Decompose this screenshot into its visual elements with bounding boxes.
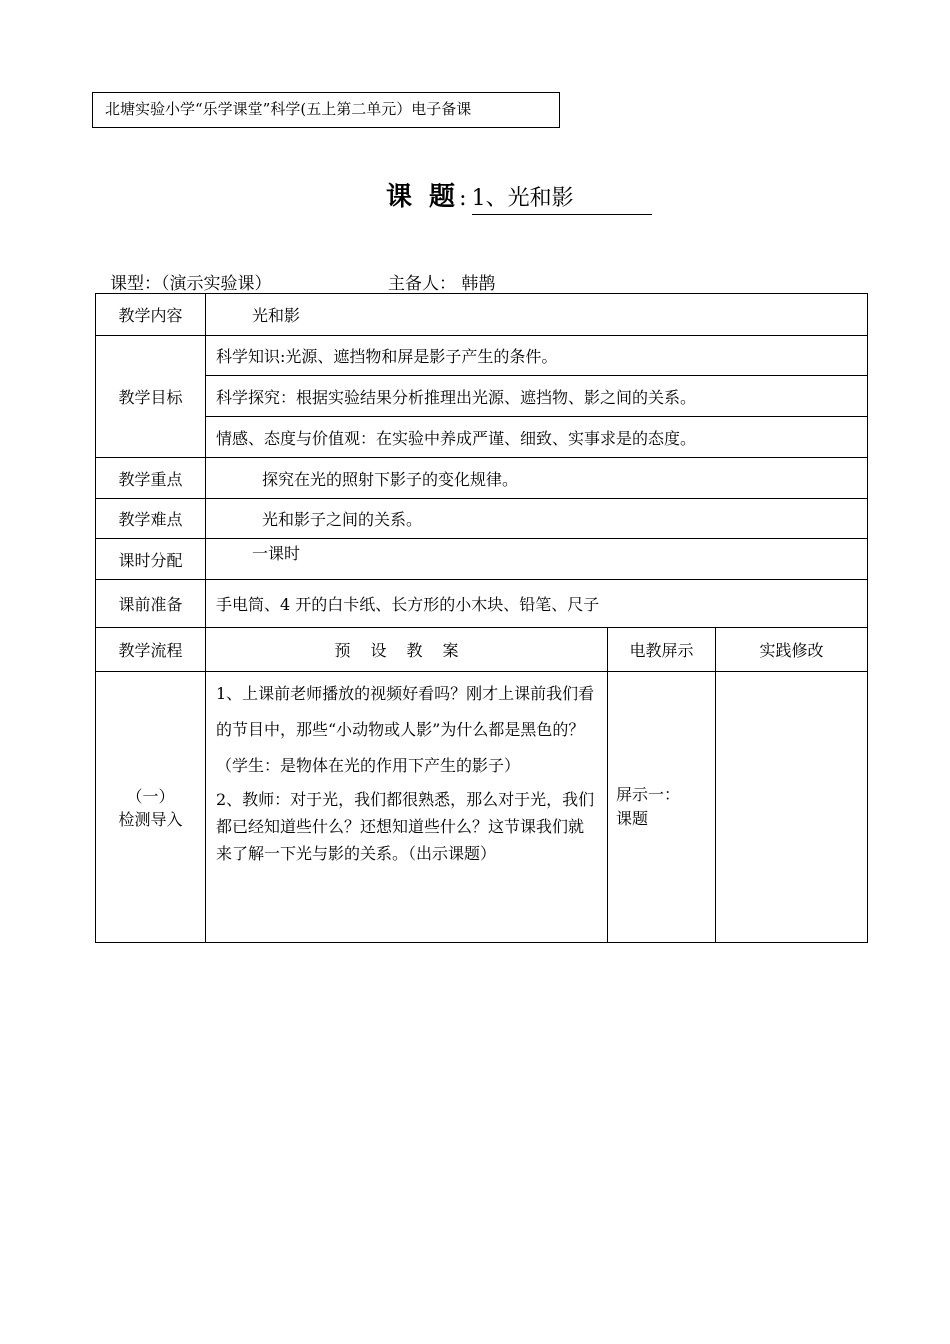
difficulty-label: 教学难点 bbox=[96, 499, 206, 539]
plan-question-1: 1、上课前老师播放的视频好看吗？刚才上课前我们看的节目中，那些“小动物或人影”为什么都是黑色的？（学生：是物体在光的作用下产生的影子） bbox=[216, 684, 595, 775]
title-colon: : bbox=[459, 186, 467, 211]
flow-step-plan bbox=[206, 672, 608, 943]
title-label: 课 题 bbox=[386, 182, 460, 212]
lesson-type: 课型：（演示实验课） bbox=[110, 274, 272, 294]
lesson-plan-table bbox=[95, 293, 868, 943]
flow-step-screen bbox=[608, 672, 716, 943]
content-label: 教学内容 bbox=[96, 294, 206, 336]
screen-line-2: 课题 bbox=[616, 809, 649, 828]
plan-question-2: 2、教师：对于光，我们都很熟悉，那么对于光，我们都已经知道些什么？还想知道些什么？这节课我们就来了解一下光与影的关系。（出示课题） bbox=[216, 790, 595, 863]
prep-value: 手电筒、4 开的白卡纸、长方形的小木块、铅笔、尺子 bbox=[206, 580, 868, 628]
flow-step-label bbox=[96, 672, 206, 943]
row-goals bbox=[96, 336, 868, 376]
row-content bbox=[96, 294, 868, 336]
flow-header-revision: 实践修改 bbox=[716, 628, 868, 672]
screen-line-1: 屏示一： bbox=[616, 785, 681, 804]
document-header: 北塘实验小学“乐学课堂”科学(五上第二单元）电子备课 bbox=[92, 92, 560, 128]
title-text: 1、光和影 bbox=[472, 181, 652, 215]
flow-step-title: 检测导入 bbox=[118, 810, 183, 829]
flow-step-number: （一） bbox=[126, 787, 175, 806]
flow-header-screen: 电教屏示 bbox=[608, 628, 716, 672]
preparer: 主备人： 韩鹊 bbox=[388, 274, 496, 294]
flow-header-process: 教学流程 bbox=[96, 628, 206, 672]
difficulty-value: 光和影子之间的关系。 bbox=[206, 499, 868, 539]
goals-label: 教学目标 bbox=[96, 336, 206, 458]
prep-label: 课前准备 bbox=[96, 580, 206, 628]
lesson-meta bbox=[110, 269, 496, 294]
time-value: 一课时 bbox=[206, 539, 868, 580]
key-point-label: 教学重点 bbox=[96, 458, 206, 499]
row-time bbox=[96, 539, 868, 580]
row-prep bbox=[96, 580, 868, 628]
flow-header-plan: 预设教案 bbox=[206, 628, 608, 672]
lesson-title bbox=[386, 176, 652, 210]
row-difficulty bbox=[96, 499, 868, 539]
goal-item: 情感、态度与价值观：在实验中养成严谨、细致、实事求是的态度。 bbox=[206, 417, 868, 458]
goal-item: 科学探究：根据实验结果分析推理出光源、遮挡物、影之间的关系。 bbox=[206, 376, 868, 417]
flow-step-row bbox=[96, 672, 868, 943]
goal-item: 科学知识:光源、遮挡物和屏是影子产生的条件。 bbox=[206, 336, 868, 376]
time-label: 课时分配 bbox=[96, 539, 206, 580]
key-point-value: 探究在光的照射下影子的变化规律。 bbox=[206, 458, 868, 499]
flow-step-revision bbox=[716, 672, 868, 943]
row-key-point bbox=[96, 458, 868, 499]
flow-header-row bbox=[96, 628, 868, 672]
content-value: 光和影 bbox=[206, 294, 868, 336]
